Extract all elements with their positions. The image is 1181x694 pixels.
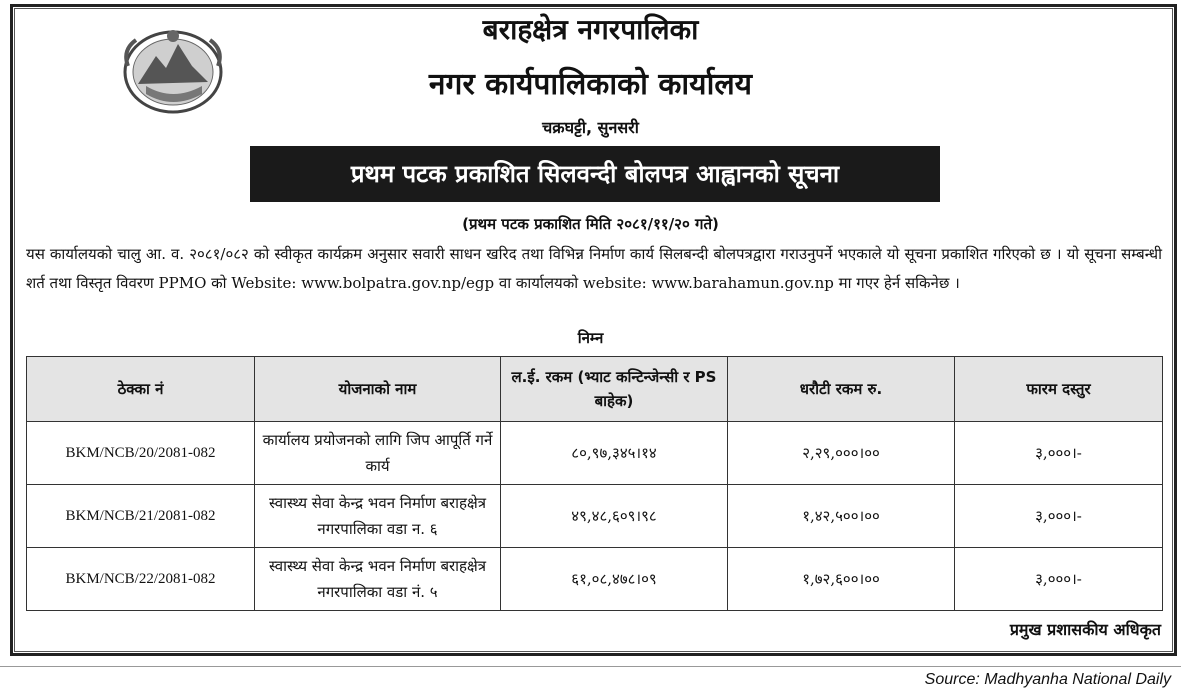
form-fee: ३,०००।- — [955, 548, 1163, 611]
table-row — [27, 422, 1163, 485]
org-name: बराहक्षेत्र नगरपालिका — [482, 13, 699, 46]
contract-number: BKM/NCB/22/2081-082 — [27, 548, 255, 611]
contract-number: BKM/NCB/21/2081-082 — [27, 485, 255, 548]
publish-date: (प्रथम पटक प्रकाशित मिति २०८१/११/२० गते) — [462, 215, 719, 233]
table-header-row — [27, 357, 1163, 422]
form-fee: ३,०००।- — [955, 422, 1163, 485]
table-row — [27, 485, 1163, 548]
table-row — [27, 548, 1163, 611]
bid-security-amount: २,२९,०००।०० — [728, 422, 955, 485]
project-name: कार्यालय प्रयोजनको लागि जिप आपूर्ति गर्ने कार्य — [255, 422, 501, 485]
column-header: ठेक्का नं — [27, 357, 255, 422]
form-fee: ३,०००।- — [955, 485, 1163, 548]
signatory-title: प्रमुख प्रशासकीय अधिकृत — [1009, 620, 1161, 639]
column-header: धरौटी रकम रु. — [728, 357, 955, 422]
notice-body: यस कार्यालयको चालु आ. व. २०८१/०८२ को स्वीकृत कार्यक्रम अनुसार सवारी साधन खरिद तथा विभिन्न निर्माण कार्य सिलबन्दी बोलपत्रद्वारा गराउनुपर्ने भएकाले यो सूचना प्रकाशित गरिएको छ । यो सूचना सम्बन्धी शर्त तथा विस्तृत विवरण PPMO को Website: www.bolpatra.gov.np/egp वा कार्यालयको website: www.barahamun.gov.np मा गएर हेर्न सकिनेछ । — [26, 245, 1162, 292]
bid-security-amount: १,४२,५००।०० — [728, 485, 955, 548]
column-header: फारम दस्तुर — [955, 357, 1163, 422]
list-heading: निम्न — [577, 329, 604, 347]
notice-title-banner: प्रथम पटक प्रकाशित सिलवन्दी बोलपत्र आह्वानको सूचना — [250, 146, 940, 202]
divider — [0, 666, 1181, 667]
office-location: चक्रघट्टी, सुनसरी — [542, 118, 639, 137]
source-credit: Source: Madhyanha National Daily — [924, 671, 1171, 688]
estimated-amount: ६१,०८,४७८।०९ — [501, 548, 728, 611]
contract-number: BKM/NCB/20/2081-082 — [27, 422, 255, 485]
project-name: स्वास्थ्य सेवा केन्द्र भवन निर्माण बराहक्षेत्र नगरपालिका वडा नं. ५ — [255, 548, 501, 611]
bid-security-amount: १,७२,६००।०० — [728, 548, 955, 611]
column-header: ल.ई. रकम (भ्याट कन्टिन्जेन्सी र PS बाहेक) — [501, 357, 728, 422]
project-name: स्वास्थ्य सेवा केन्द्र भवन निर्माण बराहक्षेत्र नगरपालिका वडा न. ६ — [255, 485, 501, 548]
office-name: नगर कार्यपालिकाको कार्यालय — [428, 67, 753, 102]
estimated-amount: ४९,४८,६०९।९८ — [501, 485, 728, 548]
estimated-amount: ८०,९७,३४५।१४ — [501, 422, 728, 485]
tender-table — [26, 356, 1163, 611]
column-header: योजनाको नाम — [255, 357, 501, 422]
